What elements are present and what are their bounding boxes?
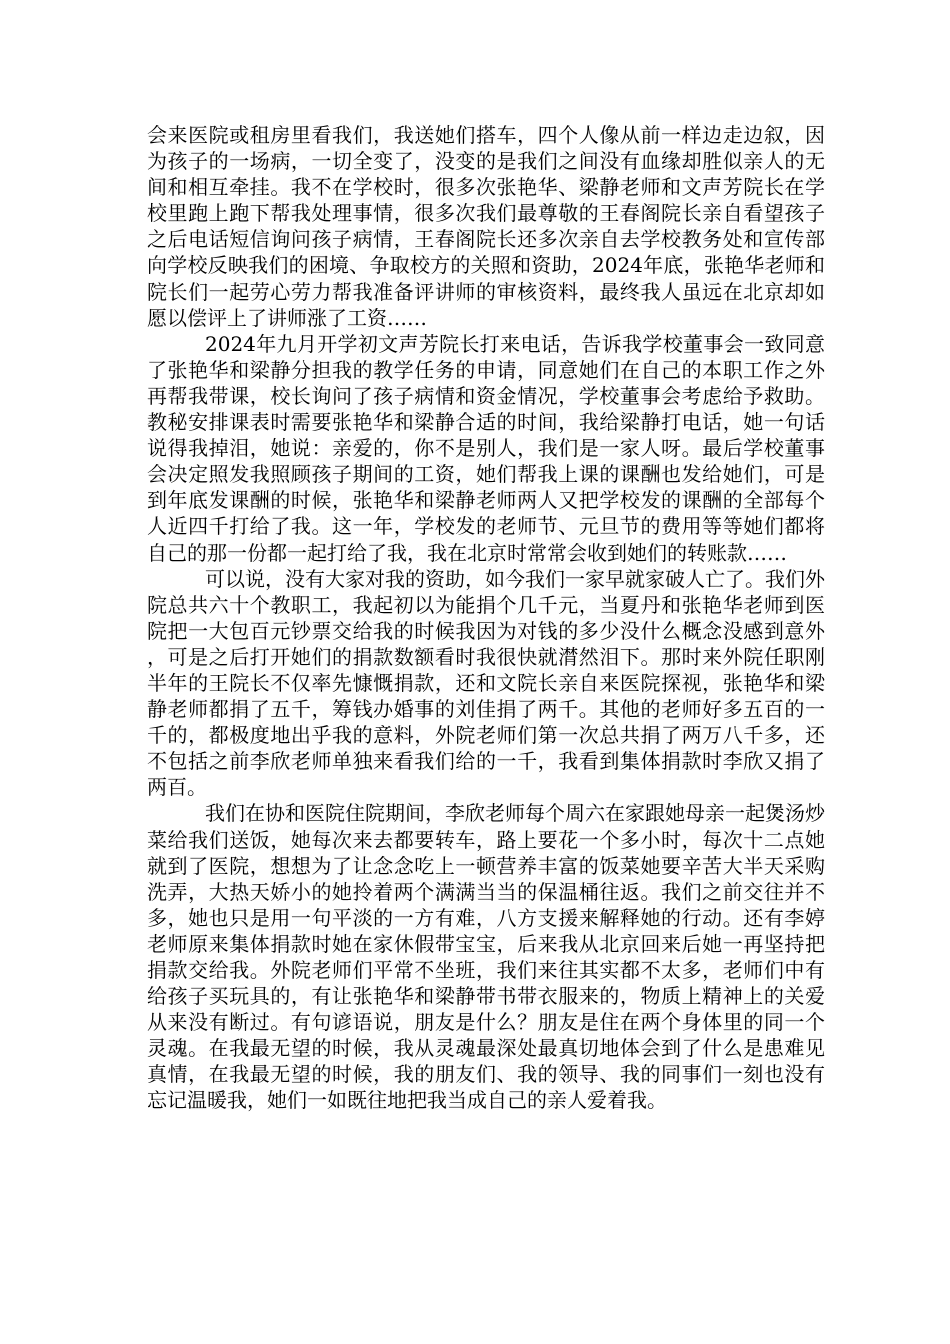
paragraph-2: 2024年九月开学初文声芳院长打来电话，告诉我学校董事会一致同意了张艳华和梁静分担我的教学任务的申请，同意她们在自己的本职工作之外再帮我带课，校长询问了孩子病情和资金情况，学校董事会考虑给予救助。教秘安排课表时需要张艳华和梁静合适的时间，我给梁静打电话，她一句话说得我掉泪，她说：亲爱的，你不是别人，我们是一家人呀。最后学校董事会决定照发我照顾孩子期间的工资，她们帮我上课的课酬也发给她们，可是到年底发课酬的时候，张艳华和梁静老师两人又把学校发的课酬的全部每个人近四千打给了我。这一年，学校发的老师节、元旦节的费用等等她们都将自己的那一份都一起打给了我，我在北京时常常会收到她们的转账款…… bbox=[147, 331, 825, 565]
paragraph-1: 会来医院或租房里看我们，我送她们搭车，四个人像从前一样边走边叙，因为孩子的一场病，一切全变了，没变的是我们之间没有血缘却胜似亲人的无间和相互牵挂。我不在学校时，很多次张艳华、梁静老师和文声芳院长在学校里跑上跑下帮我处理事情，很多次我们最尊敬的王春阁院长亲自看望孩子之后电话短信询问孩子病情，王春阁院长还多次亲自去学校教务处和宣传部向学校反映我们的困境、争取校方的关照和资助，2024年底，张艳华老师和院长们一起劳心劳力帮我准备评讲师的审核资料，最终我人虽远在北京却如愿以偿评上了讲师涨了工资…… bbox=[147, 123, 825, 330]
paragraph-4: 我们在协和医院住院期间，李欣老师每个周六在家跟她母亲一起煲汤炒菜给我们送饭，她每次来去都要转车，路上要花一个多小时，每次十二点她就到了医院，想想为了让念念吃上一顿营养丰富的饭菜她要辛苦大半天采购洗弄，大热天娇小的她拎着两个满满当当的保温桶往返。我们之前交往并不多，她也只是用一句平淡的一方有难，八方支援来解释她的行动。还有李婷老师原来集体捐款时她在家休假带宝宝，后来我从北京回来后她一再坚持把捐款交给我。外院老师们平常不坐班，我们来往其实都不太多，老师们中有给孩子买玩具的，有让张艳华和梁静带书带衣服来的，物质上精神上的关爱从来没有断过。有句谚语说，朋友是什么？朋友是住在两个身体里的同一个灵魂。在我最无望的时候，我从灵魂最深处最真切地体会到了什么是患难见真情，在我最无望的时候，我的朋友们、我的领导、我的同事们一刻也没有忘记温暖我，她们一如既往地把我当成自己的亲人爱着我。 bbox=[147, 801, 825, 1113]
paragraph-3: 可以说，没有大家对我的资助，如今我们一家早就家破人亡了。我们外院总共六十个教职工，我起初以为能捐个几千元，当夏丹和张艳华老师到医院把一大包百元钞票交给我的时候我因为对钱的多少没什么概念没感到意外，可是之后打开她们的捐款数额看时我很快就潸然泪下。那时来外院任职刚半年的王院长不仅率先慷慨捐款，还和文院长亲自来医院探视，张艳华和梁静老师都捐了五千，筹钱办婚事的刘佳捐了两千。其他的老师好多五百的一千的，都极度地出乎我的意料，外院老师们第一次总共捐了两万八千多，还不包括之前李欣老师单独来看我们给的一千，我看到集体捐款时李欣又捐了两百。 bbox=[147, 566, 825, 800]
document-body bbox=[147, 122, 825, 1114]
